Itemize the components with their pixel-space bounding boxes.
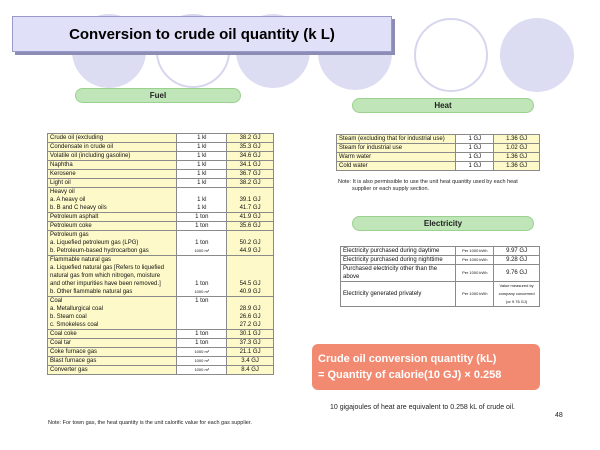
fuel-value-cell (227, 357, 274, 366)
cell-line: 1 kl (197, 162, 207, 168)
fuel-name-cell (48, 231, 177, 256)
cell-line (229, 264, 271, 272)
cell-line: Value measured by (499, 283, 534, 288)
fuel-value-cell (227, 222, 274, 231)
cell-line: (or 9.76 GJ) (505, 299, 528, 304)
fuel-quantity-cell (177, 339, 227, 348)
cell-line: 1 kl (197, 144, 207, 150)
cell-line: 54.5 GJ (239, 281, 261, 287)
cell-line: 38.2 GJ (239, 180, 261, 186)
fuel-quantity-cell (177, 222, 227, 231)
cell-line: Flammable natural gas (50, 257, 112, 263)
cell-line: a. A heavy oil (50, 197, 86, 203)
electricity-value-cell (494, 247, 540, 256)
cell-line: Petroleum asphalt (50, 214, 99, 220)
formula-line1: Crude oil conversion quantity (kL) (318, 353, 497, 365)
fuel-name-cell (48, 222, 177, 231)
heat-quantity-cell: 1 GJ (456, 144, 494, 153)
cell-line: 27.2 GJ (239, 322, 261, 328)
heat-name-cell: Steam for industrial use (337, 144, 456, 153)
fuel-name-cell (48, 170, 177, 179)
cell-line: Petroleum coke (50, 223, 92, 229)
cell-line: 9.28 GJ (506, 257, 528, 263)
electricity-value-cell (494, 265, 540, 282)
fuel-row (48, 143, 274, 152)
heat-row (337, 153, 540, 162)
fuel-name-cell (48, 213, 177, 222)
fuel-value-cell (227, 366, 274, 375)
fuel-value-cell (227, 339, 274, 348)
fuel-quantity-cell (177, 348, 227, 357)
fuel-row (48, 339, 274, 348)
cell-line: 21.1 GJ (239, 349, 261, 355)
fuel-row (48, 179, 274, 188)
section-label-electricity: Electricity (352, 216, 534, 231)
cell-line: 1 kl (197, 205, 207, 211)
heat-name-cell: Steam (excluding that for industrial use) (337, 135, 456, 144)
cell-line: a. Metallurgical coal (50, 306, 104, 312)
fuel-quantity-cell (177, 231, 227, 256)
fuel-value-cell (227, 134, 274, 143)
cell-line (229, 297, 271, 305)
fuel-name-cell (48, 297, 177, 330)
page-title: Conversion to crude oil quantity (k L) (12, 16, 392, 52)
fuel-name-cell (48, 134, 177, 143)
fuel-name-cell (48, 143, 177, 152)
cell-line: 28.9 GJ (239, 306, 261, 312)
fuel-name-cell (48, 357, 177, 366)
electricity-quantity-cell: Per 1000 kWh (456, 265, 494, 282)
cell-line: 1 kl (197, 180, 207, 186)
heat-name-cell: Cold water (337, 162, 456, 171)
cell-line: 36.7 GJ (239, 171, 261, 177)
fuel-quantity-cell (177, 366, 227, 375)
fuel-value-cell (227, 213, 274, 222)
cell-line (179, 231, 224, 239)
cell-line: Coal tar (50, 340, 72, 346)
cell-line: 9.97 GJ (506, 248, 528, 254)
cell-line: 8.4 GJ (241, 367, 259, 373)
fuel-name-cell (48, 161, 177, 170)
electricity-value-cell (494, 256, 540, 265)
cell-line: Converter gas (50, 367, 88, 373)
cell-line: 3.4 GJ (241, 358, 259, 364)
cell-line: Kerosene (50, 171, 76, 177)
fuel-value-cell (227, 170, 274, 179)
fuel-value-cell (227, 152, 274, 161)
cell-line: 1 ton (195, 214, 209, 220)
heat-row (337, 135, 540, 144)
cell-line: 1 ton (195, 281, 209, 287)
cell-line: 1 kl (197, 135, 207, 141)
fuel-value-cell (227, 188, 274, 213)
cell-line: Condensate in crude oil (50, 144, 114, 150)
fuel-row (48, 170, 274, 179)
fuel-quantity-cell (177, 330, 227, 339)
heat-quantity-cell: 1 GJ (456, 162, 494, 171)
fuel-value-cell (227, 297, 274, 330)
electricity-row (341, 282, 540, 307)
electricity-row (341, 265, 540, 282)
fuel-quantity-cell (177, 297, 227, 330)
fuel-row (48, 213, 274, 222)
cell-line: 1000 m³ (194, 349, 210, 354)
fuel-value-cell (227, 179, 274, 188)
fuel-value-cell (227, 330, 274, 339)
fuel-value-cell (227, 161, 274, 170)
fuel-quantity-cell (177, 143, 227, 152)
heat-name-cell: Warm water (337, 153, 456, 162)
cell-line: b. Other flammable natural gas (50, 289, 133, 295)
cell-line: 34.6 GJ (239, 153, 261, 159)
heat-note (338, 179, 558, 193)
section-label-fuel: Fuel (75, 88, 241, 103)
fuel-row (48, 161, 274, 170)
cell-line: 30.1 GJ (239, 331, 261, 337)
fuel-name-cell (48, 339, 177, 348)
cell-line: 9.76 GJ (506, 270, 528, 276)
heat-value-cell: 1.36 GJ (494, 162, 540, 171)
fuel-quantity-cell (177, 134, 227, 143)
fuel-name-cell (48, 256, 177, 297)
electricity-quantity-cell: Per 1000 kWh (456, 256, 494, 265)
decorative-circle-5 (414, 18, 488, 92)
cell-line: 40.9 GJ (239, 289, 261, 295)
cell-line: c. Smokeless coal (50, 322, 99, 328)
cell-line: 1000 m³ (194, 289, 210, 294)
cell-line (229, 272, 271, 280)
electricity-row (341, 256, 540, 265)
heat-quantity-cell: 1 GJ (456, 135, 494, 144)
heat-value-cell: 1.36 GJ (494, 153, 540, 162)
cell-line: 1 ton (195, 298, 209, 304)
cell-line: 38.2 GJ (239, 135, 261, 141)
cell-line: Coal (50, 298, 63, 304)
cell-line: Crude oil (excluding (50, 135, 104, 141)
cell-line: 1000 m³ (194, 358, 210, 363)
cell-line (229, 188, 271, 196)
fuel-quantity-cell (177, 256, 227, 297)
cell-line (229, 256, 271, 264)
cell-line: 1 kl (197, 171, 207, 177)
fuel-name-cell (48, 348, 177, 357)
gigajoule-equivalence-note: 10 gigajoules of heat are equivalent to 0.258 kL of crude oil. (330, 404, 515, 411)
cell-line: 39.1 GJ (239, 197, 261, 203)
fuel-quantity-cell (177, 357, 227, 366)
fuel-row (48, 256, 274, 297)
cell-line: 41.7 GJ (239, 205, 261, 211)
fuel-name-cell (48, 330, 177, 339)
cell-line: 1 kl (197, 153, 207, 159)
formula-line2: = Quantity of calorie(10 GJ) × 0.258 (318, 369, 502, 381)
fuel-row (48, 222, 274, 231)
section-label-heat: Heat (352, 98, 534, 113)
fuel-name-cell (48, 366, 177, 375)
electricity-row (341, 247, 540, 256)
cell-line: company concerned (498, 291, 535, 296)
cell-line: 1000 m³ (194, 248, 210, 253)
cell-line: 1 ton (195, 331, 209, 337)
cell-line: 1 kl (197, 197, 207, 203)
cell-line (179, 272, 224, 280)
electricity-name-cell: Electricity purchased during daytime (341, 247, 456, 256)
fuel-name-cell (48, 152, 177, 161)
cell-line: Light oil (50, 180, 71, 186)
cell-line: 1 ton (195, 340, 209, 346)
fuel-table (47, 133, 274, 375)
cell-line: b. Steam coal (50, 314, 87, 320)
fuel-value-cell (227, 231, 274, 256)
conversion-formula (312, 344, 540, 390)
electricity-quantity-cell: Per 1000 kWh (456, 247, 494, 256)
cell-line: Heavy oil (50, 189, 75, 195)
cell-line: Coal coke (50, 331, 77, 337)
fuel-value-cell (227, 143, 274, 152)
cell-line: Blast furnace gas (50, 358, 97, 364)
electricity-table (340, 246, 540, 307)
cell-line: 35.3 GJ (239, 144, 261, 150)
cell-line (179, 321, 224, 329)
cell-line: 37.3 GJ (239, 340, 261, 346)
fuel-name-cell (48, 188, 177, 213)
fuel-row (48, 366, 274, 375)
fuel-note: Note: For town gas, the heat quantity is the unit calorific value for each gas supplier. (48, 420, 252, 426)
electricity-quantity-cell: Per 1000 kWh (456, 282, 494, 307)
cell-line: Volatile oil (including gasoline) (50, 153, 131, 159)
cell-line (179, 305, 224, 313)
cell-line: natural gas from which nitrogen, moisture (50, 273, 161, 279)
cell-line (179, 313, 224, 321)
fuel-row (48, 348, 274, 357)
heat-row (337, 144, 540, 153)
fuel-quantity-cell (177, 170, 227, 179)
fuel-row (48, 231, 274, 256)
electricity-value-cell (494, 282, 540, 307)
heat-quantity-cell: 1 GJ (456, 153, 494, 162)
fuel-quantity-cell (177, 213, 227, 222)
fuel-row (48, 188, 274, 213)
cell-line: 26.6 GJ (239, 314, 261, 320)
decorative-circle-6 (500, 18, 574, 92)
fuel-quantity-cell (177, 152, 227, 161)
cell-line: 1000 m³ (194, 367, 210, 372)
fuel-row (48, 357, 274, 366)
fuel-quantity-cell (177, 179, 227, 188)
cell-line: 35.6 GJ (239, 223, 261, 229)
cell-line: Naphtha (50, 162, 73, 168)
heat-table (336, 134, 540, 171)
cell-line: b. B and C heavy oils (50, 205, 107, 211)
heat-value-cell: 1.02 GJ (494, 144, 540, 153)
fuel-quantity-cell (177, 161, 227, 170)
heat-row (337, 162, 540, 171)
fuel-row (48, 330, 274, 339)
cell-line: 41.9 GJ (239, 214, 261, 220)
heat-note-line1: Note: It is also permissible to use the unit heat quantity used by each heat (338, 179, 518, 185)
fuel-value-cell (227, 348, 274, 357)
cell-line: 34.1 GJ (239, 162, 261, 168)
cell-line (179, 256, 224, 264)
fuel-name-cell (48, 179, 177, 188)
cell-line: 1 ton (195, 240, 209, 246)
cell-line: a. Liquefied natural gas [Refers to liquefied (50, 265, 165, 271)
fuel-quantity-cell (177, 188, 227, 213)
heat-value-cell: 1.36 GJ (494, 135, 540, 144)
cell-line (229, 231, 271, 239)
cell-line: 44.9 GJ (239, 248, 261, 254)
electricity-name-cell: Purchased electricity other than the above (341, 265, 456, 282)
heat-note-line2: supplier or each supply section. (352, 186, 430, 192)
cell-line (179, 264, 224, 272)
cell-line: 50.2 GJ (239, 240, 261, 246)
fuel-row (48, 134, 274, 143)
cell-line: Coke furnace gas (50, 349, 98, 355)
fuel-row (48, 297, 274, 330)
fuel-row (48, 152, 274, 161)
cell-line: 1 ton (195, 223, 209, 229)
cell-line: b. Petroleum-based hydrocarbon gas (50, 248, 149, 254)
electricity-name-cell: Electricity generated privately (341, 282, 456, 307)
electricity-name-cell: Electricity purchased during nighttime (341, 256, 456, 265)
cell-line: and other impurities have been removed.] (50, 281, 161, 287)
cell-line (179, 188, 224, 196)
cell-line: Petroleum gas (50, 232, 89, 238)
page-number: 48 (555, 412, 563, 419)
cell-line: a. Liquefied petroleum gas (LPG) (50, 240, 139, 246)
fuel-value-cell (227, 256, 274, 297)
